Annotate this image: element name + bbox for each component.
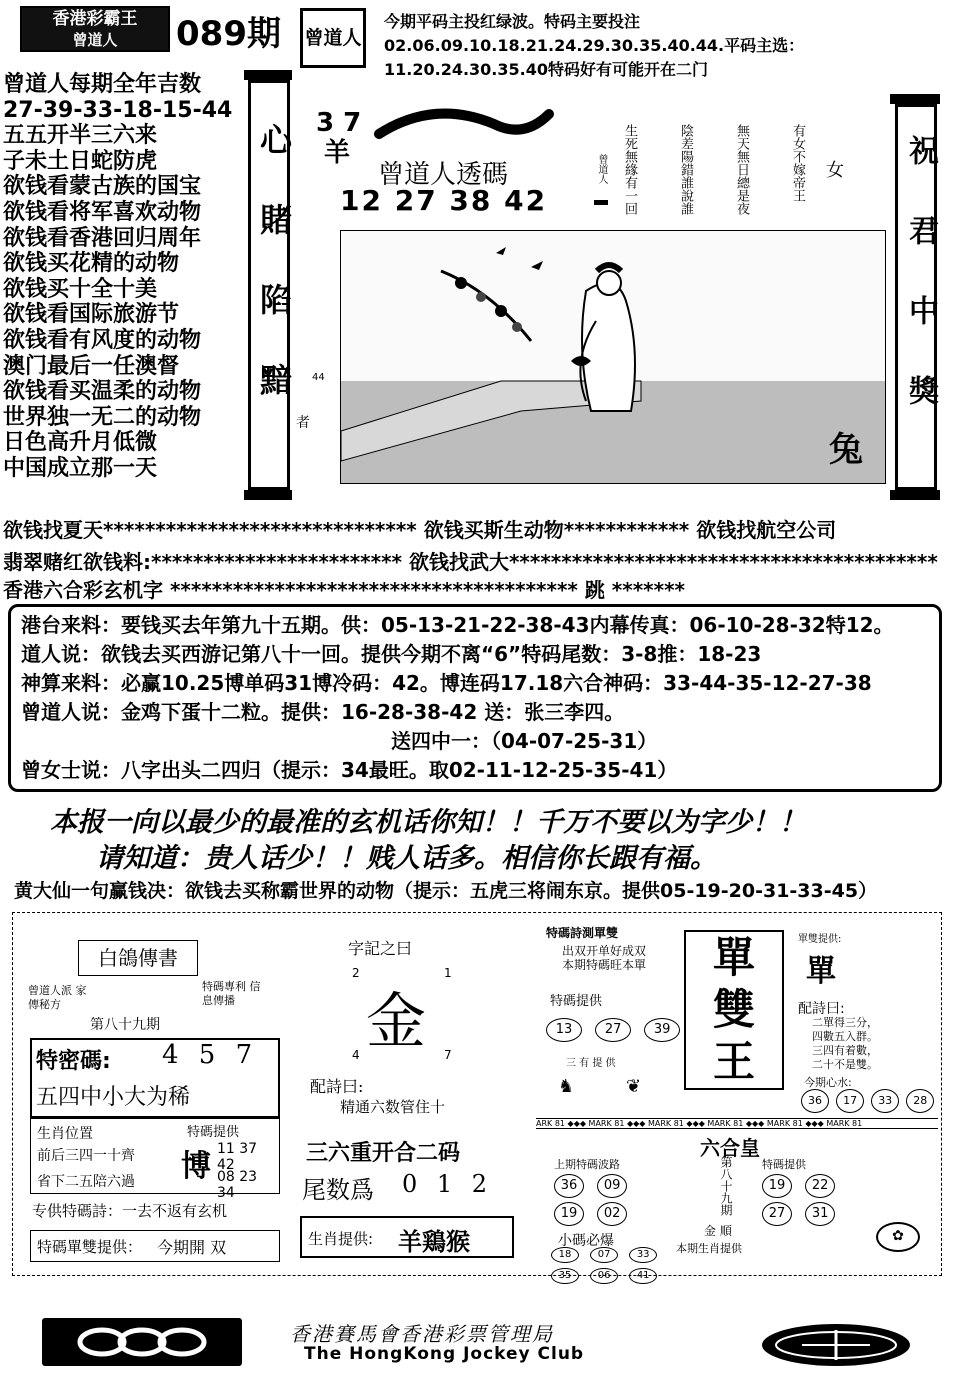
number-ball: 19 (762, 1174, 792, 1198)
king-char: 雙 (712, 985, 755, 1034)
special-provide: 特碼提供 (187, 1125, 240, 1140)
scroll-right-rod-bottom (890, 490, 940, 500)
logo-line2: 曾道人 (72, 31, 118, 49)
special-code-box (30, 1038, 280, 1118)
ribbon-top: ARK 81 ◆◆◆ MARK 81 ◆◆◆ MARK 81 ◆◆◆ MARK 81 ◆◆◆ MARK 81 ◆◆◆ MARK 81 (536, 1118, 938, 1129)
single-double-king (684, 930, 784, 1090)
middle-zodiac-label: 生肖提供: (308, 1230, 374, 1248)
right-poem-line: 二單得三分， (812, 1016, 878, 1029)
zodiac-position-box (30, 1118, 280, 1201)
painting-illustration (341, 231, 885, 483)
slogan-line: 本报一向以最少的最准的玄机话你知！！千万不要以为字少！！ (50, 807, 806, 838)
poem-column: 有女不嫁帝王 (790, 124, 805, 202)
zodiac-label: 生肖位置 (37, 1126, 93, 1142)
left-line: 子未土日蛇防虎 (3, 148, 158, 174)
number-ball: 06 (590, 1268, 618, 1284)
left-line: 27-39-33-18-15-44 (3, 97, 233, 123)
special-phrase: 五四中小大为稀 (36, 1085, 191, 1110)
number-ball: 28 (906, 1089, 934, 1113)
scroll-left-rod-bottom (244, 490, 292, 500)
single-double-label: 特碼單雙提供： (37, 1238, 143, 1256)
zodiac-row-label: 本期生肖提供 (676, 1242, 742, 1255)
big-char: 金 (366, 987, 426, 1057)
poem-column: 生死無緣有一回 (622, 124, 637, 215)
slogan-line: 请知道：贵人话少！！贱人话多。相信你长跟有福。 (96, 843, 717, 874)
special-value: 4 5 7 (162, 1040, 259, 1070)
poem-column: 陰差陽錯誰說誰 (678, 124, 693, 215)
picture-zodiac-bottom: 兔 (829, 430, 863, 470)
balls-c (550, 1172, 660, 1228)
rosette-icon: ✿ (876, 1222, 920, 1252)
left-issue: 第八十九期 (90, 1017, 160, 1033)
left-panel-title-box (78, 940, 198, 976)
tail-label: 尾数爲 (302, 1176, 374, 1204)
number-ball: 33 (629, 1247, 657, 1263)
right-poem: 本期特碼旺本單 (562, 958, 647, 972)
number-ball: 22 (805, 1174, 835, 1198)
seal-badge-text: 曾道人 (304, 27, 362, 49)
picture-area (294, 72, 892, 492)
balls-d (758, 1172, 868, 1228)
scroll-left-text: 心賭陷黯 (255, 123, 293, 443)
picture-side-char: 者 (296, 415, 310, 431)
number-ball: 18 (551, 1247, 579, 1263)
brush-stroke (374, 94, 554, 154)
left-line: 欲钱看香港回归周年 (3, 225, 202, 251)
last-label: 上期特碼波路 (554, 1158, 620, 1171)
huang-line: 黄大仙一句赢钱决：欲钱去买称霸世界的动物（提示：五虎三将闹东京。提供05-19-20-31-33-45） (14, 880, 878, 902)
right-panel (536, 918, 938, 1281)
horse-icon: ♞ (558, 1076, 575, 1097)
scroll-right-text: 祝君中獎 (903, 135, 938, 455)
balls-a (542, 1016, 684, 1044)
special-label: 特密碼: (36, 1049, 111, 1074)
number-ball: 13 (546, 1018, 582, 1042)
right-tip-value: 單 (806, 954, 836, 989)
riddle-line: 翡翠赌红欲钱料:************************ 欲钱找武大***************************************** (3, 550, 938, 574)
scroll-right-rod-top (890, 94, 940, 104)
left-note-left: 曾道人派 家傳秘方 (28, 984, 87, 1011)
seal-badge (300, 8, 366, 68)
middle-poem-line: 精通六数管住十 (340, 1098, 446, 1116)
corner-number: 4 (352, 1048, 360, 1062)
number-ball: 31 (805, 1202, 835, 1226)
picture-dash (594, 200, 608, 205)
poem-column: 無天無日總是夜 (734, 124, 749, 215)
riddle-line: 香港六合彩玄机字 *************************************** 跳 ******* (3, 578, 686, 602)
left-panel-title: 白鴿傳書 (98, 946, 178, 970)
zodiac-line: 前后三四一十齊 (37, 1148, 135, 1164)
left-line: 中国成立那一天 (3, 455, 158, 481)
footer-logo-left (42, 1318, 242, 1366)
picture-caption: 曾道人透碼 (378, 160, 509, 190)
right-poem-end: 今期心水: (804, 1076, 852, 1089)
left-note-right: 特碼專利 信息傳播 (202, 980, 261, 1007)
knot-icon (42, 1318, 242, 1366)
number-ball: 02 (597, 1202, 627, 1226)
number-ball: 41 (629, 1268, 657, 1284)
number-ball: 07 (590, 1247, 618, 1263)
number-ball: 35 (551, 1268, 579, 1284)
info-line: 送四中一：（04-07-25-31） (391, 729, 658, 753)
number-ball: 17 (836, 1089, 864, 1113)
left-poem: 专供特碼詩：一去不返有玄机 (32, 1202, 228, 1220)
number-ball: 09 (597, 1174, 627, 1198)
footer-en: The HongKong Jockey Club (304, 1344, 585, 1364)
right-tip-label: 單雙提供: (798, 934, 842, 945)
logo-line1: 香港彩霸王 (52, 9, 138, 29)
info-line: 港台来料：要钱买去年第九十五期。供：05-13-21-22-38-43内幕传真：06-10-28-32特12。 (21, 613, 894, 637)
right-poem-title: 配詩曰: (798, 1001, 845, 1017)
announcement: 今期平码主投红绿波。特码主要投注02.06.09.10.18.21.24.29.30.35.40.44.平码主选：11.20.24.30.35.40特码好有可能开在二门 (384, 12, 805, 79)
nums-row: 11 37 42 (217, 1141, 258, 1173)
info-line: 曾道人说：金鸡下蛋十二粒。提供：16-28-38-42 送：张三李四。 (21, 700, 625, 724)
tail-value: 0 1 2 (402, 1170, 494, 1198)
number-ball: 19 (554, 1202, 584, 1226)
number-ball: 39 (644, 1018, 680, 1042)
info-box (8, 604, 942, 792)
right-poem-lines (812, 1016, 878, 1072)
club-emblem-icon (762, 1324, 910, 1366)
right-poem-line: 四數五入群。 (812, 1030, 878, 1043)
info-line: 道人说：欲钱去买西游记第八十一回。提供今期不离“6”特码尾数：3-8推：18-23 (21, 642, 762, 666)
poem-author: 曾道人 (596, 154, 607, 184)
number-ball: 36 (801, 1089, 829, 1113)
picture-side-number: 44 (312, 372, 325, 383)
left-line: 欲钱买十全十美 (3, 276, 158, 302)
left-line: 欲钱看将军喜欢动物 (3, 199, 202, 225)
logo-block (20, 6, 170, 52)
nums-row: 08 23 34 (217, 1169, 258, 1201)
number-ball: 33 (871, 1089, 899, 1113)
left-line: 欲钱看有风度的动物 (3, 327, 202, 353)
corner-number: 1 (444, 966, 452, 980)
zodiac-line: 省下二五陪六過 (37, 1174, 135, 1190)
right-poem-line: 三四有着數， (812, 1044, 878, 1057)
balls-b (800, 1088, 935, 1114)
left-line: 世界独一无二的动物 (3, 404, 202, 430)
middle-title: 字記之曰 (348, 939, 413, 958)
butterfly-icon: ❦ (626, 1076, 642, 1097)
zodiac-provide-box (300, 1216, 514, 1258)
right-provide-label: 特碼提供 (550, 994, 603, 1009)
small-label: 小碼必爆 (558, 1233, 614, 1249)
gold-label: 金 順 (704, 1224, 732, 1238)
single-double-value: 今期開 双 (157, 1238, 227, 1257)
riddle-line: 欲钱找夏天****************************** 欲钱买斯生动物************ 欲钱找航空公司 (3, 518, 837, 542)
corner-number: 2 (352, 966, 360, 980)
info-line: 曾女士说：八字出头二四归（提示：34最旺。取02-11-12-25-35-41） (21, 758, 678, 782)
painting (340, 230, 886, 484)
bo-char: 博 (181, 1149, 211, 1184)
picture-zodiac-top: 羊 (324, 138, 351, 168)
middle-poem-label: 配詩曰: (310, 1077, 364, 1096)
left-line: 欲钱看蒙古族的国宝 (3, 174, 202, 200)
left-panel (16, 918, 284, 1270)
left-line: 欲钱看国际旅游节 (3, 302, 180, 328)
left-line: 欲钱买花精的动物 (3, 251, 180, 277)
picture-woman-label: 女 (826, 160, 844, 181)
scroll-right (895, 104, 937, 490)
left-line: 五五开半三六来 (3, 123, 158, 149)
king-char: 王 (712, 1037, 755, 1086)
issue-mid: 第八十九期 (719, 1156, 733, 1216)
right-poem: 出双开单好成双 (562, 944, 647, 958)
footer-logo-right (762, 1324, 910, 1366)
scroll-left-rod-top (244, 70, 292, 80)
right-poem-line: 二十不是雙。 (812, 1058, 878, 1071)
middle-zodiac-value: 羊鶏猴 (398, 1227, 470, 1256)
issue-number: 089期 (176, 14, 281, 54)
left-line: 欲钱看买温柔的动物 (3, 379, 202, 405)
footer-cn: 香港賽馬會香港彩票管理局 (290, 1322, 554, 1346)
right-header: 特碼詩測單雙 (546, 926, 619, 940)
left-line: 曾道人每期全年吉数 (3, 72, 202, 97)
info-line: 神算来料：必赢10.25博单码31博冷码：42。博连码17.18六合神码：33-44-35-12-27-38 (21, 671, 872, 695)
corner-number: 7 (444, 1048, 452, 1062)
scroll-left (248, 80, 293, 490)
picture-numbers: 12 27 38 42 (340, 184, 548, 217)
left-line: 日色高升月低微 (3, 430, 158, 456)
left-riddle-column (3, 72, 243, 482)
middle-panel (292, 918, 524, 1270)
liuhe-title: 六合皇 (700, 1136, 760, 1160)
number-ball: 27 (762, 1202, 792, 1226)
number-ball: 36 (554, 1174, 584, 1198)
balls-e (548, 1242, 688, 1284)
left-line: 澳门最后一任澳督 (3, 353, 180, 379)
tm-label: 特碼提供 (762, 1158, 806, 1171)
number-ball: 27 (595, 1018, 631, 1042)
picture-top-numbers: 3 7 (316, 108, 362, 138)
right-tianhou: 三 有 提 供 (566, 1058, 616, 1069)
king-char: 單 (712, 933, 755, 982)
single-double-box (30, 1230, 280, 1262)
combo-line: 三六重开合二码 (306, 1141, 461, 1166)
